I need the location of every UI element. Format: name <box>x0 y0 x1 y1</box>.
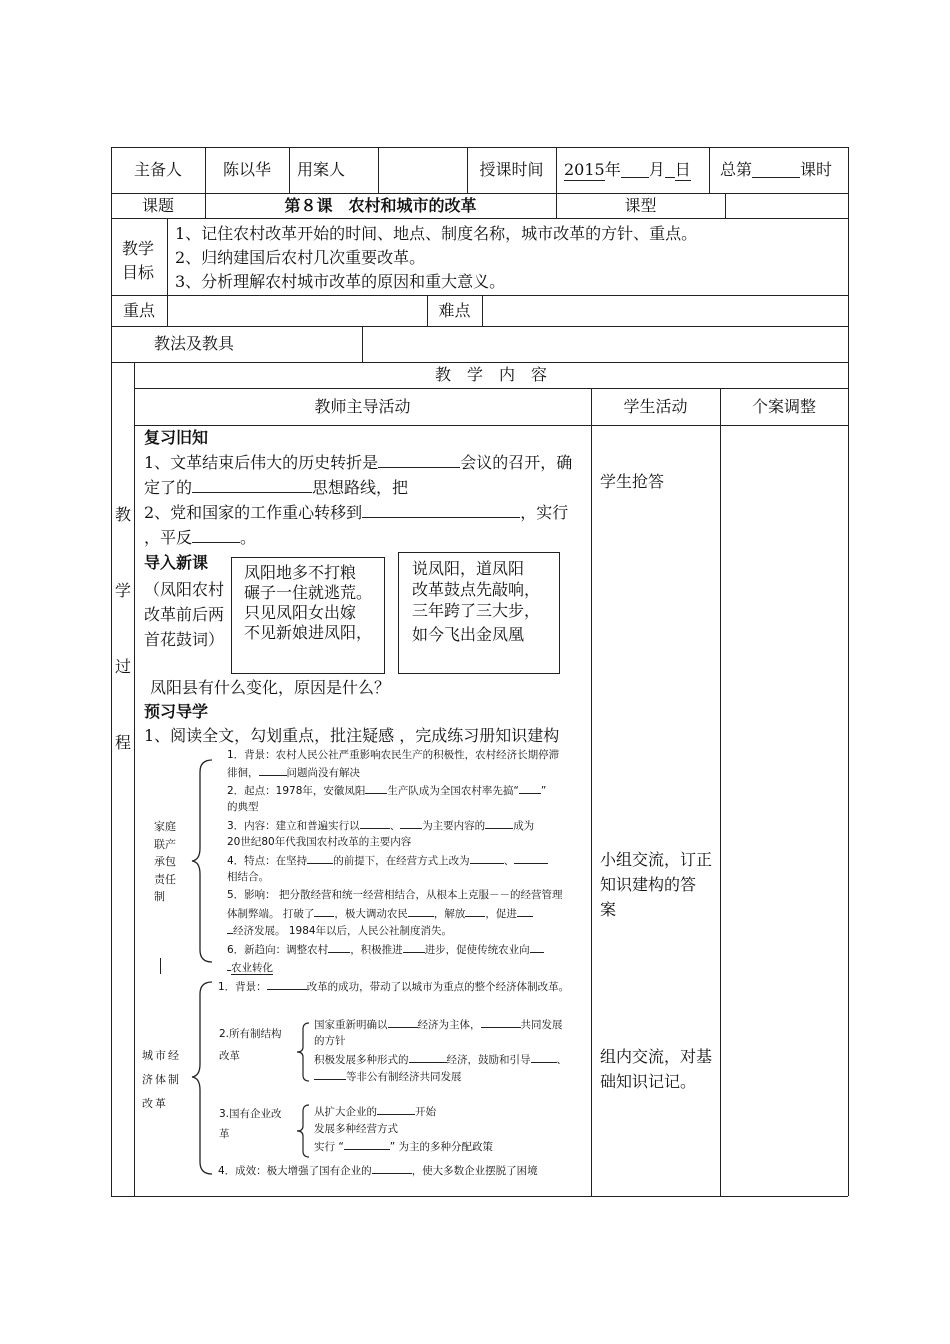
ownership-line: 等非公有制经济共同发展 <box>314 1069 462 1085</box>
city-result: 4．成效：极大增强了国有企业的 ，使大多数企业摆脱了困境 <box>218 1165 538 1177</box>
goals-list <box>175 222 697 294</box>
col-line <box>720 388 721 1196</box>
col-student-header: 学生活动 <box>623 396 688 416</box>
teach-time-label: 授课时间 <box>479 160 544 179</box>
intro-heading: 导入新课 <box>144 553 209 572</box>
type-label: 课型 <box>624 195 657 215</box>
col-line <box>167 295 168 326</box>
goal-item: 1、记住农村改革开始的时间、地点、制度名称，城市改革的方针、重点。 <box>175 224 698 243</box>
col-line <box>591 388 592 1196</box>
intro-note: （凤阳农村 改革前后两 首花鼓词） <box>144 580 225 649</box>
student-activity-3: 组内交流，对基 础知识记记。 <box>600 1047 713 1091</box>
ownership-line: 的方针 <box>314 1035 346 1047</box>
soe-line: 发展多种经营方式 <box>314 1123 398 1135</box>
preview-instruction: 1、阅读全文，勾划重点，批注疑感 ，完成练习册知识建构 <box>144 726 560 745</box>
col-line <box>362 326 363 362</box>
table-right-border <box>848 147 849 1196</box>
preview-heading: 预习导学 <box>144 702 209 721</box>
rural-brace <box>190 758 216 964</box>
total-lessons[interactable] <box>720 147 832 193</box>
rural-line: 4．特点：在坚持 的前提下，在经营方式上改为 、 <box>227 853 548 869</box>
student-activity-1: 学生抢答 <box>600 472 665 491</box>
review-q2-line1: 2、党和国家的工作重心转移到 ，实行 <box>144 503 569 522</box>
rural-label: 家庭 联产 承包 责任 制 <box>154 820 176 903</box>
col-line <box>167 218 168 295</box>
month-suffix: 月 <box>648 160 665 179</box>
review-heading: 复习旧知 <box>144 428 209 447</box>
rural-line: 经济发展。 1984年以后，人民公社制度消失。 <box>227 923 452 939</box>
rural-line: 1．背景：农村人民公社严重影响农民生产的积极性，农村经济长期停滞 <box>227 749 560 761</box>
type-value[interactable] <box>725 193 848 218</box>
user-label: 用案人 <box>297 160 346 179</box>
topic-label: 课题 <box>141 195 174 215</box>
rural-line: 20世纪80年代我国农村改革的主要内容 <box>227 836 412 848</box>
city-label: 城市经 济体制 改革 <box>142 1049 181 1110</box>
review-q1-line2: 定了的 思想路线，把 <box>144 478 409 497</box>
rural-line: 3．内容：建立和普遍实行以 、 为主要内容的 成为 <box>227 820 535 832</box>
total-prefix: 总第 <box>720 160 753 179</box>
poem-after: 说凤阳，道凤阳 改革鼓点先敲响， 三年跨了三大步， 如今飞出金凤凰 <box>412 559 541 644</box>
content-header: 教 学 内 容 <box>434 365 547 384</box>
col-line <box>556 147 557 193</box>
user-name[interactable] <box>378 147 467 193</box>
rural-line: 徘徊， 问题尚没有解决 <box>227 767 360 779</box>
row-line <box>111 218 848 219</box>
soe-line: 从扩大企业的 开始 <box>314 1106 436 1118</box>
ownership-line: 国家重新明确以 经济为主体， 共同发展 <box>314 1019 563 1031</box>
soe-brace <box>295 1103 311 1159</box>
city-background: 1．背景： 改革的成功，带动了以城市为重点的整个经济体制改革。 <box>218 981 570 993</box>
col-teacher-header: 教师主导活动 <box>314 396 411 416</box>
process-side-label: 教 学 过 程 <box>114 505 131 752</box>
soe-line: 实行 “ ” 为主的多种分配政策 <box>314 1141 494 1153</box>
rural-divider-tick <box>160 958 161 974</box>
rural-line: 的典型 <box>227 801 259 813</box>
rural-line: 相结合。 <box>227 871 269 883</box>
goal-item: 2、归纳建国后农村几次重要改革。 <box>175 248 426 267</box>
student-activity-2: 小组交流，订正 知识建构的答 案 <box>600 850 713 919</box>
row-line <box>134 425 848 426</box>
rural-line: 5．影响： 把分散经营和统一经营相结合，从根本上克服－－的经营管理 <box>227 889 563 901</box>
rural-line: 农业转化 <box>227 960 273 976</box>
col-line <box>709 147 710 193</box>
rural-line: 6．新趋向：调整农村 ，积极推进 进步，促使传统农业向 <box>227 942 544 958</box>
ownership-label: 2.所有制结构 改革 <box>219 1028 282 1062</box>
preparer-name: 陈以华 <box>222 160 271 179</box>
total-suffix: 课时 <box>800 160 833 179</box>
rural-line: 2．起点：1978年，安徽凤阳 生产队成为全国农村率先搞“ ” <box>227 785 547 797</box>
rural-line: 体制弊端。 打破了 ，极大调动农民 ，解放 ，促进 <box>227 906 533 922</box>
review-q2-line2: ，平反 。 <box>144 528 257 547</box>
col-line <box>482 295 483 326</box>
teach-date[interactable] <box>564 147 691 193</box>
review-q1-line1: 1、文革结束后伟大的历史转折是 会议的召开，确 <box>144 453 573 472</box>
methods-label: 教法及教具 <box>154 334 235 353</box>
col-line <box>134 362 135 1196</box>
intro-question: 凤阳县有什么变化，原因是什么？ <box>150 678 391 697</box>
goals-label: 教学 目标 <box>122 239 155 282</box>
poem-before: 凤阳地多不打粮 碾子一住就逃荒。 只见凤阳女出嫁 不见新娘进凤阳， <box>244 563 373 642</box>
table-bottom-border <box>111 1196 848 1197</box>
year-suffix: 年 <box>604 160 621 179</box>
soe-label: 3.国有企业改 革 <box>219 1108 282 1140</box>
ownership-brace <box>295 1021 311 1083</box>
ownership-line: 积极发展多种形式的 经济，鼓励和引导 、 <box>314 1054 567 1066</box>
goal-item: 3、分析理解农村城市改革的原因和重大意义。 <box>175 272 506 291</box>
city-brace <box>190 980 216 1176</box>
difficult-label: 难点 <box>438 300 471 320</box>
key-points-label: 重点 <box>122 300 155 320</box>
col-adjust-header: 个案调整 <box>751 396 816 416</box>
topic-title: 第８课 农村和城市的改革 <box>284 195 477 215</box>
year-value: 2015 <box>564 159 605 179</box>
day-suffix: 日 <box>674 159 691 179</box>
preparer-label: 主备人 <box>133 160 182 179</box>
